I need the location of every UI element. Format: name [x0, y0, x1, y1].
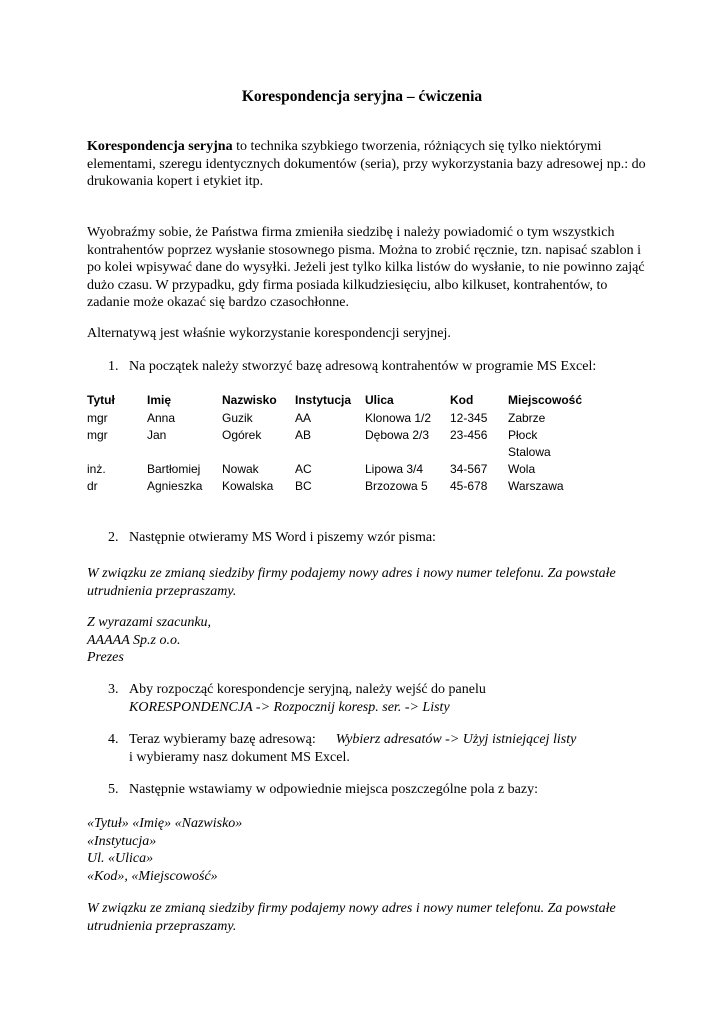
- header-imie: Imię: [147, 393, 172, 407]
- table-row: [87, 427, 588, 461]
- table-cell: Ogórek: [222, 428, 262, 442]
- step-2: [108, 529, 648, 547]
- table-cell: AC: [295, 462, 312, 476]
- header-instytucja: Instytucja: [295, 393, 352, 407]
- table-cell: mgr: [87, 428, 108, 442]
- table-header-row: [87, 392, 588, 410]
- step-3-menu-path: KORESPONDENCJA -> Rozpocznij koresp. ser. -> Listy: [129, 699, 450, 715]
- step-4-menu-path: Wybierz adresatów -> Użyj istniejącej listy: [335, 732, 577, 747]
- step-4-text-2: i wybieramy nasz dokument MS Excel.: [129, 749, 350, 765]
- table-row: [87, 410, 588, 427]
- header-kod: Kod: [450, 393, 474, 407]
- step-3-text: Aby rozpocząć korespondencje seryjną, należy wejść do panelu: [129, 682, 486, 697]
- table-cell: AB: [295, 428, 312, 442]
- intro-paragraph: [87, 138, 647, 191]
- document-title: Korespondencja seryjna – ćwiczenia: [241, 88, 483, 105]
- table-cell: Anna: [147, 411, 176, 425]
- step-1: [108, 358, 648, 376]
- header-ulica: Ulica: [365, 393, 394, 407]
- table-cell: Brzozowa 5: [365, 479, 428, 493]
- table-cell: Klonowa 1/2: [365, 411, 432, 425]
- table-cell: Zabrze: [508, 411, 546, 425]
- step-5-text: Następnie wstawiamy w odpowiednie miejsca poszczególne pola z bazy:: [129, 782, 538, 797]
- table-cell: 45-678: [450, 479, 488, 493]
- step-4: [108, 731, 648, 766]
- table-cell-text: Płock Stalowa: [508, 428, 551, 459]
- merge-fields: [87, 815, 647, 885]
- table-cell: BC: [295, 479, 312, 493]
- merge-field-line: «Kod», «Miejscowość»: [87, 868, 218, 884]
- letter-body: W związku ze zmianą siedziby firmy podajemy nowy adres i nowy numer telefonu. Za powstałe utrudnienia przepraszamy.: [87, 566, 616, 599]
- signature-line: Prezes: [87, 650, 124, 665]
- table-row: [87, 478, 588, 495]
- step-1-number: 1.: [108, 359, 119, 374]
- table-cell: mgr: [87, 411, 108, 425]
- step-3-number: 3.: [108, 682, 119, 697]
- signature-line: AAAAA Sp.z o.o.: [87, 632, 181, 648]
- table-cell: Lipowa 3/4: [365, 462, 424, 476]
- table-cell: [508, 427, 588, 461]
- step-4-text: Teraz wybieramy bazę adresową:: [129, 732, 316, 747]
- signature-line: Z wyrazami szacunku,: [87, 615, 212, 630]
- table-cell: dr: [87, 479, 98, 493]
- header-tytul: Tytuł: [87, 393, 115, 407]
- step-5: [108, 781, 648, 799]
- step-5-number: 5.: [108, 782, 119, 797]
- table-cell: Jan: [147, 428, 167, 442]
- address-table: [87, 392, 588, 495]
- table-cell: Dębowa 2/3: [365, 428, 430, 442]
- step-1-text: Na początek należy stworzyć bazę adresową kontrahentów w programie MS Excel:: [129, 359, 597, 374]
- table-cell: 12-345: [450, 411, 488, 425]
- intro-text: to technika szybkiego tworzenia, różniących się tylko niektórymi elementami, szeregu identycznych dokumentów (seria), przy wykorzystania bazy adresowej np.: do drukowania kopert i etykiet itp.: [87, 139, 646, 189]
- table-cell: Kowalska: [222, 479, 274, 493]
- table-row: [87, 461, 588, 478]
- merge-field-line: «Tytuł» «Imię» «Nazwisko»: [87, 816, 243, 831]
- step-2-text: Następnie otwieramy MS Word i piszemy wzór pisma:: [129, 530, 436, 545]
- header-nazwisko: Nazwisko: [222, 393, 277, 407]
- header-miejscowosc: Miejscowość: [508, 393, 583, 407]
- step-3: [108, 681, 648, 716]
- step-2-number: 2.: [108, 530, 119, 545]
- letter-body-2: W związku ze zmianą siedziby firmy podajemy nowy adres i nowy numer telefonu. Za powstałe utrudnienia przepraszamy.: [87, 901, 616, 934]
- table-cell: Wola: [508, 462, 536, 476]
- table-cell: Bartłomiej: [147, 462, 201, 476]
- table-cell: Guzik: [222, 411, 253, 425]
- signature: [87, 614, 647, 667]
- table-cell: inż.: [87, 462, 106, 476]
- intro-term: Korespondencja seryjna: [87, 139, 233, 154]
- table-cell: AA: [295, 411, 312, 425]
- table-cell: Nowak: [222, 462, 259, 476]
- table-cell: 34-567: [450, 462, 488, 476]
- step-4-number: 4.: [108, 732, 119, 747]
- table-cell: Agnieszka: [147, 479, 203, 493]
- table-cell: 23-456: [450, 428, 488, 442]
- merge-field-line: «Instytucja»: [87, 833, 157, 849]
- table-cell: Warszawa: [508, 479, 564, 493]
- scenario-paragraph: Wyobraźmy sobie, że Państwa firma zmieniła siedzibę i należy powiadomić o tym wszystkich kontrahentów poprzez wysłanie stosownego pisma. Można to zrobić ręcznie, tzn. napisać szablon i po kolei wpisywać dane do wysyłki. Jeżeli jest tylko kilka listów do wysłanie, to nie powinno zająć dużo czasu. W przypadku, gdy firma posiada kilkudziesięciu, albo kilkuset, kontrahentów, to zadanie może okazać się bardzo czasochłonne.: [87, 225, 645, 310]
- alternative-paragraph: Alternatywą jest właśnie wykorzystanie korespondencji seryjnej.: [87, 326, 451, 341]
- merge-field-line: Ul. «Ulica»: [87, 851, 154, 866]
